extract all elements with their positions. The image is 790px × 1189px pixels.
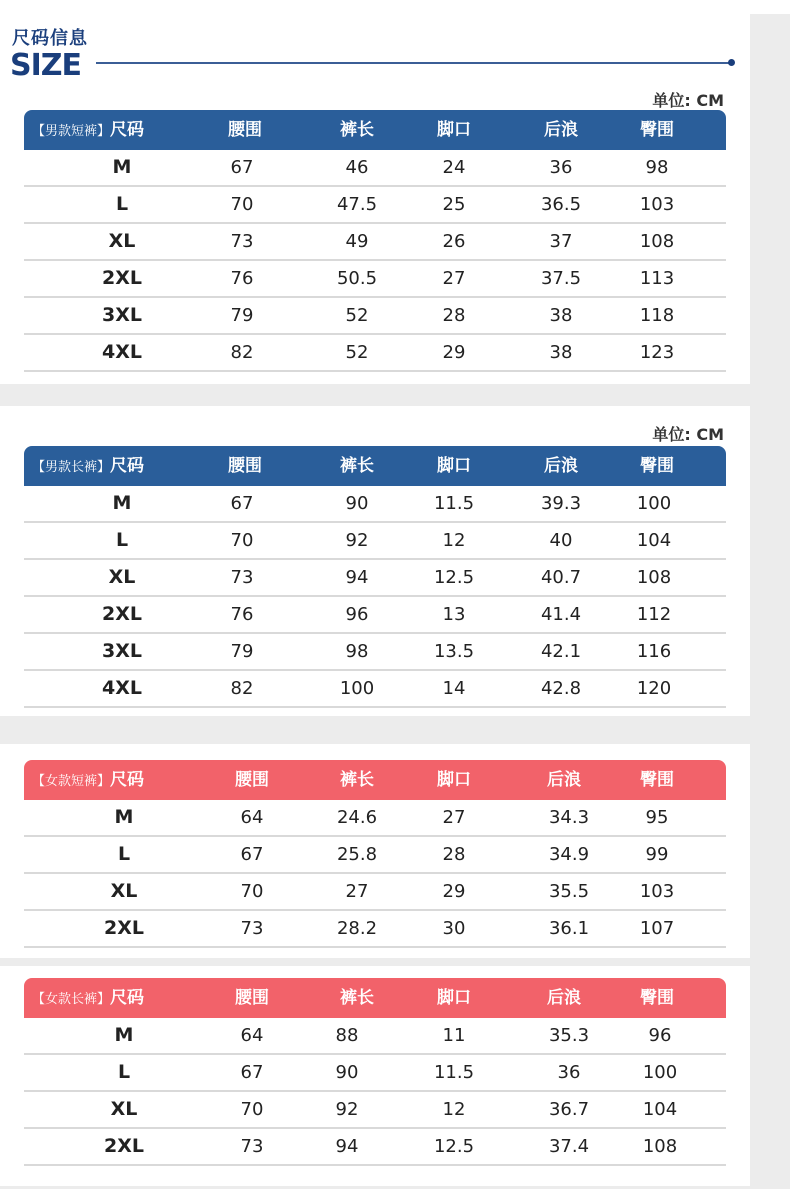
measurement-cell: 34.3 [548, 807, 590, 828]
table-row [24, 597, 726, 634]
size-cell: M [114, 806, 134, 828]
measurement-cell: 112 [636, 604, 672, 625]
measurement-cell: 35.5 [548, 881, 590, 902]
measurement-cell: 37 [549, 231, 573, 252]
size-cell: 3XL [102, 640, 142, 662]
measurement-cell: 73 [230, 567, 254, 588]
size-table [24, 110, 726, 372]
measurement-cell: 64 [240, 1025, 264, 1046]
measurement-cell: 28.2 [336, 918, 378, 939]
measurement-cell: 29 [442, 881, 466, 902]
measurement-cell: 70 [240, 881, 264, 902]
measurement-cell: 24 [442, 157, 466, 178]
size-cell: M [112, 156, 132, 178]
table-row [24, 150, 726, 187]
measurement-cell: 36.7 [548, 1099, 590, 1120]
size-cell: 4XL [102, 341, 142, 363]
measurement-cell: 123 [639, 342, 675, 363]
header-cell: 臀围 [640, 770, 674, 790]
measurement-cell: 76 [230, 604, 254, 625]
table-row [24, 671, 726, 708]
measurement-cell: 94 [345, 567, 369, 588]
measurement-cell: 73 [240, 918, 264, 939]
measurement-cell: 82 [230, 342, 254, 363]
header-size-label: 尺码 [110, 770, 145, 790]
measurement-cell: 104 [642, 1099, 678, 1120]
measurement-cell: 67 [230, 157, 254, 178]
measurement-cell: 26 [442, 231, 466, 252]
measurement-cell: 52 [345, 342, 369, 363]
size-table [24, 446, 726, 708]
measurement-cell: 27 [442, 268, 466, 289]
measurement-cell: 116 [636, 641, 672, 662]
measurement-cell: 52 [345, 305, 369, 326]
title-divider-dot [728, 59, 735, 66]
header-cell: 裤长 [340, 770, 374, 790]
measurement-cell: 39.3 [540, 493, 582, 514]
measurement-cell: 28 [442, 844, 466, 865]
measurement-cell: 29 [442, 342, 466, 363]
measurement-cell: 79 [230, 305, 254, 326]
header-size-column [32, 446, 144, 488]
measurement-cell: 46 [345, 157, 369, 178]
measurement-cell: 107 [639, 918, 675, 939]
measurement-cell: 103 [639, 881, 675, 902]
measurement-cell: 76 [230, 268, 254, 289]
measurement-cell: 90 [335, 1062, 359, 1083]
table-row [24, 224, 726, 261]
measurement-cell: 12.5 [433, 567, 475, 588]
measurement-cell: 12 [442, 530, 466, 551]
measurement-cell: 27 [442, 807, 466, 828]
size-cell: XL [108, 566, 136, 588]
size-cell: 4XL [102, 677, 142, 699]
unit-label: 单位: CM [652, 91, 724, 110]
table-row [24, 874, 726, 911]
table-row [24, 837, 726, 874]
measurement-cell: 67 [230, 493, 254, 514]
header-size-label: 尺码 [110, 988, 145, 1008]
header-cell: 腰围 [228, 120, 262, 140]
measurement-cell: 103 [639, 194, 675, 215]
table-row [24, 1055, 726, 1092]
header-size-label: 尺码 [110, 120, 145, 140]
table-category-tag: 【男款短裤】 [32, 124, 111, 139]
size-cell: L [117, 843, 131, 865]
header-cell: 臀围 [640, 456, 674, 476]
size-cell: 2XL [104, 917, 144, 939]
header-size-label: 尺码 [110, 456, 145, 476]
measurement-cell: 13.5 [433, 641, 475, 662]
measurement-cell: 108 [642, 1136, 678, 1157]
measurement-cell: 30 [442, 918, 466, 939]
table-row [24, 298, 726, 335]
size-cell: M [112, 492, 132, 514]
table-header [24, 760, 726, 800]
table-row [24, 1129, 726, 1166]
measurement-cell: 24.6 [336, 807, 378, 828]
measurement-cell: 100 [636, 493, 672, 514]
measurement-cell: 35.3 [548, 1025, 590, 1046]
measurement-cell: 92 [345, 530, 369, 551]
table-header [24, 446, 726, 486]
measurement-cell: 47.5 [336, 194, 378, 215]
measurement-cell: 99 [645, 844, 669, 865]
size-cell: XL [108, 230, 136, 252]
header-cell: 后浪 [544, 120, 578, 140]
size-table-panel [0, 84, 750, 384]
measurement-cell: 70 [230, 530, 254, 551]
table-row [24, 486, 726, 523]
size-cell: XL [110, 1098, 138, 1120]
measurement-cell: 42.1 [540, 641, 582, 662]
measurement-cell: 73 [230, 231, 254, 252]
measurement-cell: 36 [557, 1062, 581, 1083]
measurement-cell: 92 [335, 1099, 359, 1120]
measurement-cell: 25.8 [336, 844, 378, 865]
measurement-cell: 36 [549, 157, 573, 178]
size-table [24, 978, 726, 1166]
measurement-cell: 27 [345, 881, 369, 902]
table-row [24, 634, 726, 671]
measurement-cell: 70 [230, 194, 254, 215]
measurement-cell: 120 [636, 678, 672, 699]
header-size-column [32, 110, 144, 152]
measurement-cell: 42.8 [540, 678, 582, 699]
header-cell: 腰围 [228, 456, 262, 476]
measurement-cell: 73 [240, 1136, 264, 1157]
measurement-cell: 11.5 [433, 1062, 475, 1083]
measurement-cell: 96 [648, 1025, 672, 1046]
header-cell: 脚口 [437, 770, 471, 790]
measurement-cell: 49 [345, 231, 369, 252]
size-cell: 2XL [102, 603, 142, 625]
measurement-cell: 82 [230, 678, 254, 699]
header-cell: 臀围 [640, 988, 674, 1008]
measurement-cell: 12 [442, 1099, 466, 1120]
table-row [24, 261, 726, 298]
measurement-cell: 79 [230, 641, 254, 662]
size-table [24, 760, 726, 948]
header-cell: 裤长 [340, 120, 374, 140]
measurement-cell: 88 [335, 1025, 359, 1046]
measurement-cell: 37.5 [540, 268, 582, 289]
measurement-cell: 64 [240, 807, 264, 828]
size-cell: XL [110, 880, 138, 902]
size-header [0, 14, 750, 84]
table-row [24, 1092, 726, 1129]
table-row [24, 335, 726, 372]
table-category-tag: 【女款长裤】 [32, 992, 111, 1007]
header-cell: 后浪 [547, 988, 581, 1008]
size-cell: 3XL [102, 304, 142, 326]
table-row [24, 1018, 726, 1055]
header-cell: 脚口 [437, 988, 471, 1008]
header-size-column [32, 978, 144, 1020]
header-cell: 裤长 [340, 988, 374, 1008]
table-header [24, 978, 726, 1018]
table-header [24, 110, 726, 150]
measurement-cell: 108 [639, 231, 675, 252]
title-chinese: 尺码信息 [12, 28, 88, 49]
measurement-cell: 98 [645, 157, 669, 178]
title-divider [96, 62, 730, 64]
measurement-cell: 100 [339, 678, 375, 699]
size-cell: L [117, 1061, 131, 1083]
measurement-cell: 104 [636, 530, 672, 551]
size-table-panel [0, 966, 750, 1186]
size-table-panel [0, 744, 750, 958]
measurement-cell: 50.5 [336, 268, 378, 289]
measurement-cell: 13 [442, 604, 466, 625]
measurement-cell: 118 [639, 305, 675, 326]
measurement-cell: 98 [345, 641, 369, 662]
top-band [0, 0, 790, 14]
measurement-cell: 108 [636, 567, 672, 588]
measurement-cell: 28 [442, 305, 466, 326]
measurement-cell: 36.1 [548, 918, 590, 939]
table-row [24, 911, 726, 948]
header-cell: 后浪 [547, 770, 581, 790]
header-size-column [32, 760, 144, 802]
size-table-panel [0, 406, 750, 716]
measurement-cell: 100 [642, 1062, 678, 1083]
header-cell: 后浪 [544, 456, 578, 476]
table-row [24, 187, 726, 224]
measurement-cell: 67 [240, 1062, 264, 1083]
table-row [24, 560, 726, 597]
measurement-cell: 67 [240, 844, 264, 865]
size-cell: M [114, 1024, 134, 1046]
measurement-cell: 34.9 [548, 844, 590, 865]
measurement-cell: 11 [442, 1025, 466, 1046]
table-row [24, 523, 726, 560]
header-cell: 裤长 [340, 456, 374, 476]
measurement-cell: 40 [549, 530, 573, 551]
header-cell: 腰围 [235, 988, 269, 1008]
measurement-cell: 94 [335, 1136, 359, 1157]
measurement-cell: 36.5 [540, 194, 582, 215]
measurement-cell: 11.5 [433, 493, 475, 514]
measurement-cell: 70 [240, 1099, 264, 1120]
measurement-cell: 40.7 [540, 567, 582, 588]
measurement-cell: 37.4 [548, 1136, 590, 1157]
table-row [24, 800, 726, 837]
header-cell: 脚口 [437, 456, 471, 476]
size-cell: 2XL [102, 267, 142, 289]
unit-label: 单位: CM [652, 425, 724, 444]
title-english: SIZE [10, 48, 82, 83]
header-cell: 腰围 [235, 770, 269, 790]
size-cell: L [115, 529, 129, 551]
table-category-tag: 【女款短裤】 [32, 774, 111, 789]
measurement-cell: 41.4 [540, 604, 582, 625]
header-cell: 臀围 [640, 120, 674, 140]
measurement-cell: 38 [549, 305, 573, 326]
size-cell: L [115, 193, 129, 215]
measurement-cell: 90 [345, 493, 369, 514]
measurement-cell: 14 [442, 678, 466, 699]
measurement-cell: 12.5 [433, 1136, 475, 1157]
measurement-cell: 95 [645, 807, 669, 828]
measurement-cell: 38 [549, 342, 573, 363]
measurement-cell: 113 [639, 268, 675, 289]
measurement-cell: 25 [442, 194, 466, 215]
header-cell: 脚口 [437, 120, 471, 140]
table-category-tag: 【男款长裤】 [32, 460, 111, 475]
size-cell: 2XL [104, 1135, 144, 1157]
measurement-cell: 96 [345, 604, 369, 625]
